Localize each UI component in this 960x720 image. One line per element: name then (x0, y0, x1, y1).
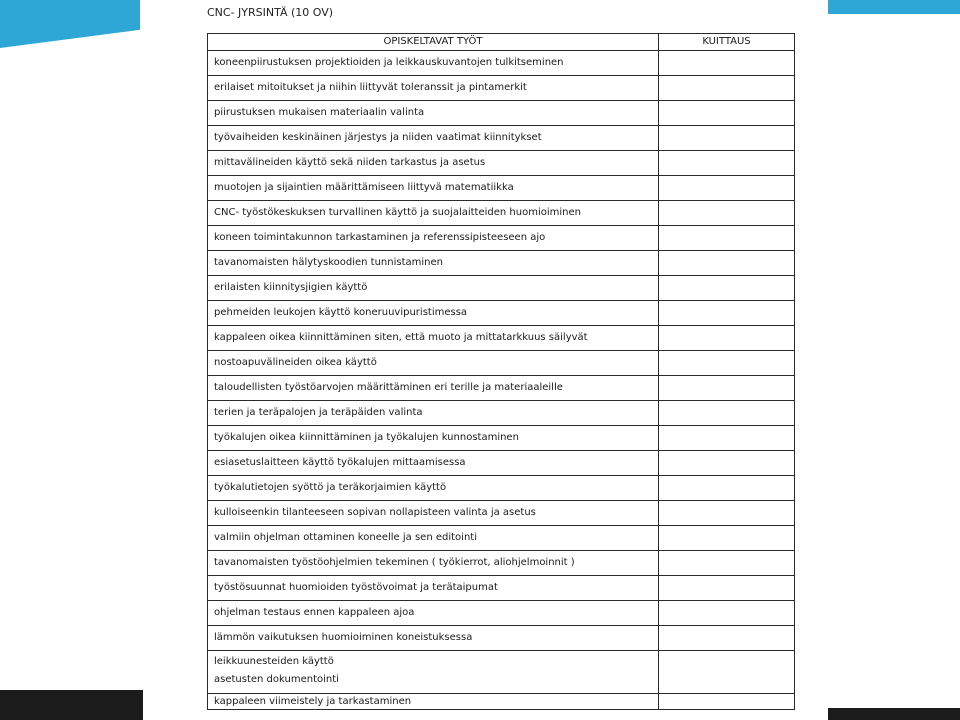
table-row (208, 176, 795, 201)
bottom-left-accent-shape (0, 690, 143, 720)
task-cell: ohjelman testaus ennen kappaleen ajoa (208, 601, 659, 626)
table-row (208, 694, 795, 710)
signoff-cell (659, 426, 795, 451)
task-cell: työkalujen oikea kiinnittäminen ja työkalujen kunnostaminen (208, 426, 659, 451)
signoff-cell (659, 126, 795, 151)
table-row (208, 451, 795, 476)
task-cell: kappaleen viimeistely ja tarkastaminen (208, 694, 659, 710)
table-row (208, 201, 795, 226)
task-cell: tavanomaisten hälytyskoodien tunnistaminen (208, 251, 659, 276)
signoff-cell (659, 626, 795, 651)
task-cell: kappaleen oikea kiinnittäminen siten, että muoto ja mittatarkkuus säilyvät (208, 326, 659, 351)
table-row (208, 551, 795, 576)
table-row (208, 76, 795, 101)
signoff-cell (659, 501, 795, 526)
task-cell: pehmeiden leukojen käyttö koneruuvipuristimessa (208, 301, 659, 326)
study-checklist-table (207, 33, 795, 710)
table-row (208, 526, 795, 551)
table-row (208, 576, 795, 601)
table-row (208, 651, 795, 694)
bottom-right-accent-shape (828, 708, 960, 720)
signoff-cell (659, 476, 795, 501)
signoff-cell (659, 51, 795, 76)
column-header-signoff: KUITTAUS (659, 34, 795, 51)
table-row (208, 401, 795, 426)
signoff-cell (659, 101, 795, 126)
signoff-cell (659, 276, 795, 301)
task-cell: muotojen ja sijaintien määrittämiseen liittyvä matematiikka (208, 176, 659, 201)
task-cell: koneenpiirustuksen projektioiden ja leikkauskuvantojen tulkitseminen (208, 51, 659, 76)
signoff-cell (659, 226, 795, 251)
signoff-cell (659, 451, 795, 476)
table-row (208, 126, 795, 151)
signoff-cell (659, 551, 795, 576)
signoff-cell (659, 326, 795, 351)
table-header-row (208, 34, 795, 51)
task-cell: valmiin ohjelman ottaminen koneelle ja sen editointi (208, 526, 659, 551)
signoff-cell (659, 601, 795, 626)
signoff-cell (659, 176, 795, 201)
task-cell: CNC- työstökeskuksen turvallinen käyttö ja suojalaitteiden huomioiminen (208, 201, 659, 226)
task-cell (208, 651, 659, 694)
task-cell: tavanomaisten työstöohjelmien tekeminen ( työkierrot, aliohjelmoinnit ) (208, 551, 659, 576)
signoff-cell (659, 301, 795, 326)
table-row (208, 151, 795, 176)
top-left-accent-shape (0, 0, 140, 48)
table-row (208, 301, 795, 326)
table-row (208, 226, 795, 251)
signoff-cell (659, 151, 795, 176)
scanned-document (143, 0, 828, 720)
table-row (208, 501, 795, 526)
signoff-cell (659, 201, 795, 226)
document-title: CNC- JYRSINTÄ (10 OV) (207, 6, 334, 19)
task-cell: työkalutietojen syöttö ja teräkorjaimien käyttö (208, 476, 659, 501)
task-cell: koneen toimintakunnon tarkastaminen ja referenssipisteeseen ajo (208, 226, 659, 251)
task-cell: taloudellisten työstöarvojen määrittäminen eri terille ja materiaaleille (208, 376, 659, 401)
task-cell: terien ja teräpalojen ja teräpäiden valinta (208, 401, 659, 426)
column-header-tasks: OPISKELTAVAT TYÖT (208, 34, 659, 51)
table-row (208, 51, 795, 76)
table-row (208, 476, 795, 501)
task-cell: työstösuunnat huomioiden työstövoimat ja terätaipumat (208, 576, 659, 601)
task-cell: nostoapuvälineiden oikea käyttö (208, 351, 659, 376)
task-cell: esiasetuslaitteen käyttö työkalujen mittaamisessa (208, 451, 659, 476)
signoff-cell (659, 251, 795, 276)
table-row (208, 251, 795, 276)
top-right-accent-shape (828, 0, 960, 14)
task-line: leikkuunesteiden käyttö (214, 656, 334, 667)
signoff-cell (659, 694, 795, 710)
task-cell: erilaisten kiinnitysjigien käyttö (208, 276, 659, 301)
signoff-cell (659, 351, 795, 376)
signoff-cell (659, 576, 795, 601)
table-row (208, 276, 795, 301)
task-cell: työvaiheiden keskinäinen järjestys ja niiden vaatimat kiinnitykset (208, 126, 659, 151)
signoff-cell (659, 401, 795, 426)
table-row (208, 426, 795, 451)
table-row (208, 326, 795, 351)
table-row (208, 101, 795, 126)
task-cell: erilaiset mitoitukset ja niihin liittyvät toleranssit ja pintamerkit (208, 76, 659, 101)
task-line: asetusten dokumentointi (214, 674, 339, 685)
table-row (208, 376, 795, 401)
table-row (208, 351, 795, 376)
signoff-cell (659, 376, 795, 401)
table-row (208, 601, 795, 626)
task-cell: piirustuksen mukaisen materiaalin valinta (208, 101, 659, 126)
signoff-cell (659, 76, 795, 101)
task-cell: kulloiseenkin tilanteeseen sopivan nollapisteen valinta ja asetus (208, 501, 659, 526)
task-cell: mittavälineiden käyttö sekä niiden tarkastus ja asetus (208, 151, 659, 176)
signoff-cell (659, 526, 795, 551)
task-cell: lämmön vaikutuksen huomioiminen koneistuksessa (208, 626, 659, 651)
signoff-cell (659, 651, 795, 694)
table-row (208, 626, 795, 651)
